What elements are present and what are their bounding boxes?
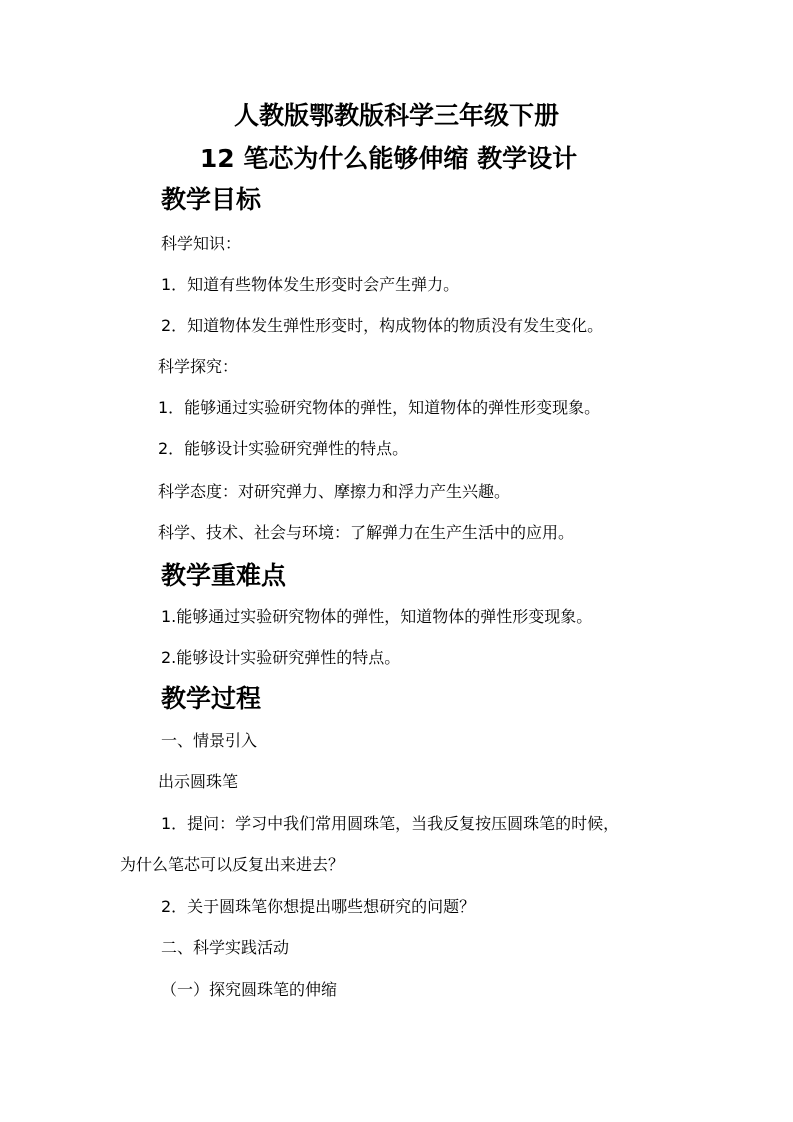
knowledge-item-2: 2．知道物体发生弹性形变时，构成物体的物质没有发生变化。 [161,316,604,335]
science-attitude: 科学态度：对研究弹力、摩擦力和浮力产生兴趣。 [158,482,511,501]
difficulty-item-2: 2.能够设计实验研究弹性的特点。 [161,648,401,667]
science-sts: 科学、技术、社会与环境：了解弹力在生产生活中的应用。 [158,523,575,542]
process-part-1: 一、情景引入 [161,731,258,750]
knowledge-item-1: 1．知道有些物体发生形变时会产生弹力。 [161,275,460,294]
process-show-pen: 出示圆珠笔 [158,772,239,791]
question-1-line-2: 为什么笔芯可以反复出来进去？ [120,855,345,874]
heading-teaching-process: 教学过程 [161,684,262,713]
inquiry-item-1: 1．能够通过实验研究物体的弹性，知道物体的弹性形变现象。 [158,398,601,417]
process-part-2: 二、科学实践活动 [161,938,290,957]
heading-teaching-objectives: 教学目标 [161,185,262,214]
document-subtitle: 12 笔芯为什么能够伸缩 教学设计 [199,144,578,173]
process-sub-1: （一）探究圆珠笔的伸缩 [161,980,338,999]
question-1-line-1: 1．提问：学习中我们常用圆珠笔，当我反复按压圆珠笔的时候， [161,814,620,833]
inquiry-item-2: 2．能够设计实验研究弹性的特点。 [158,439,409,458]
heading-key-difficulties: 教学重难点 [161,561,287,590]
label-science-knowledge: 科学知识： [161,234,242,253]
question-2: 2．关于圆珠笔你想提出哪些想研究的问题？ [161,897,476,916]
difficulty-item-1: 1.能够通过实验研究物体的弹性，知道物体的弹性形变现象。 [161,607,593,626]
label-science-inquiry: 科学探究： [158,357,239,376]
document-title: 人教版鄂教版科学三年级下册 [233,101,559,130]
